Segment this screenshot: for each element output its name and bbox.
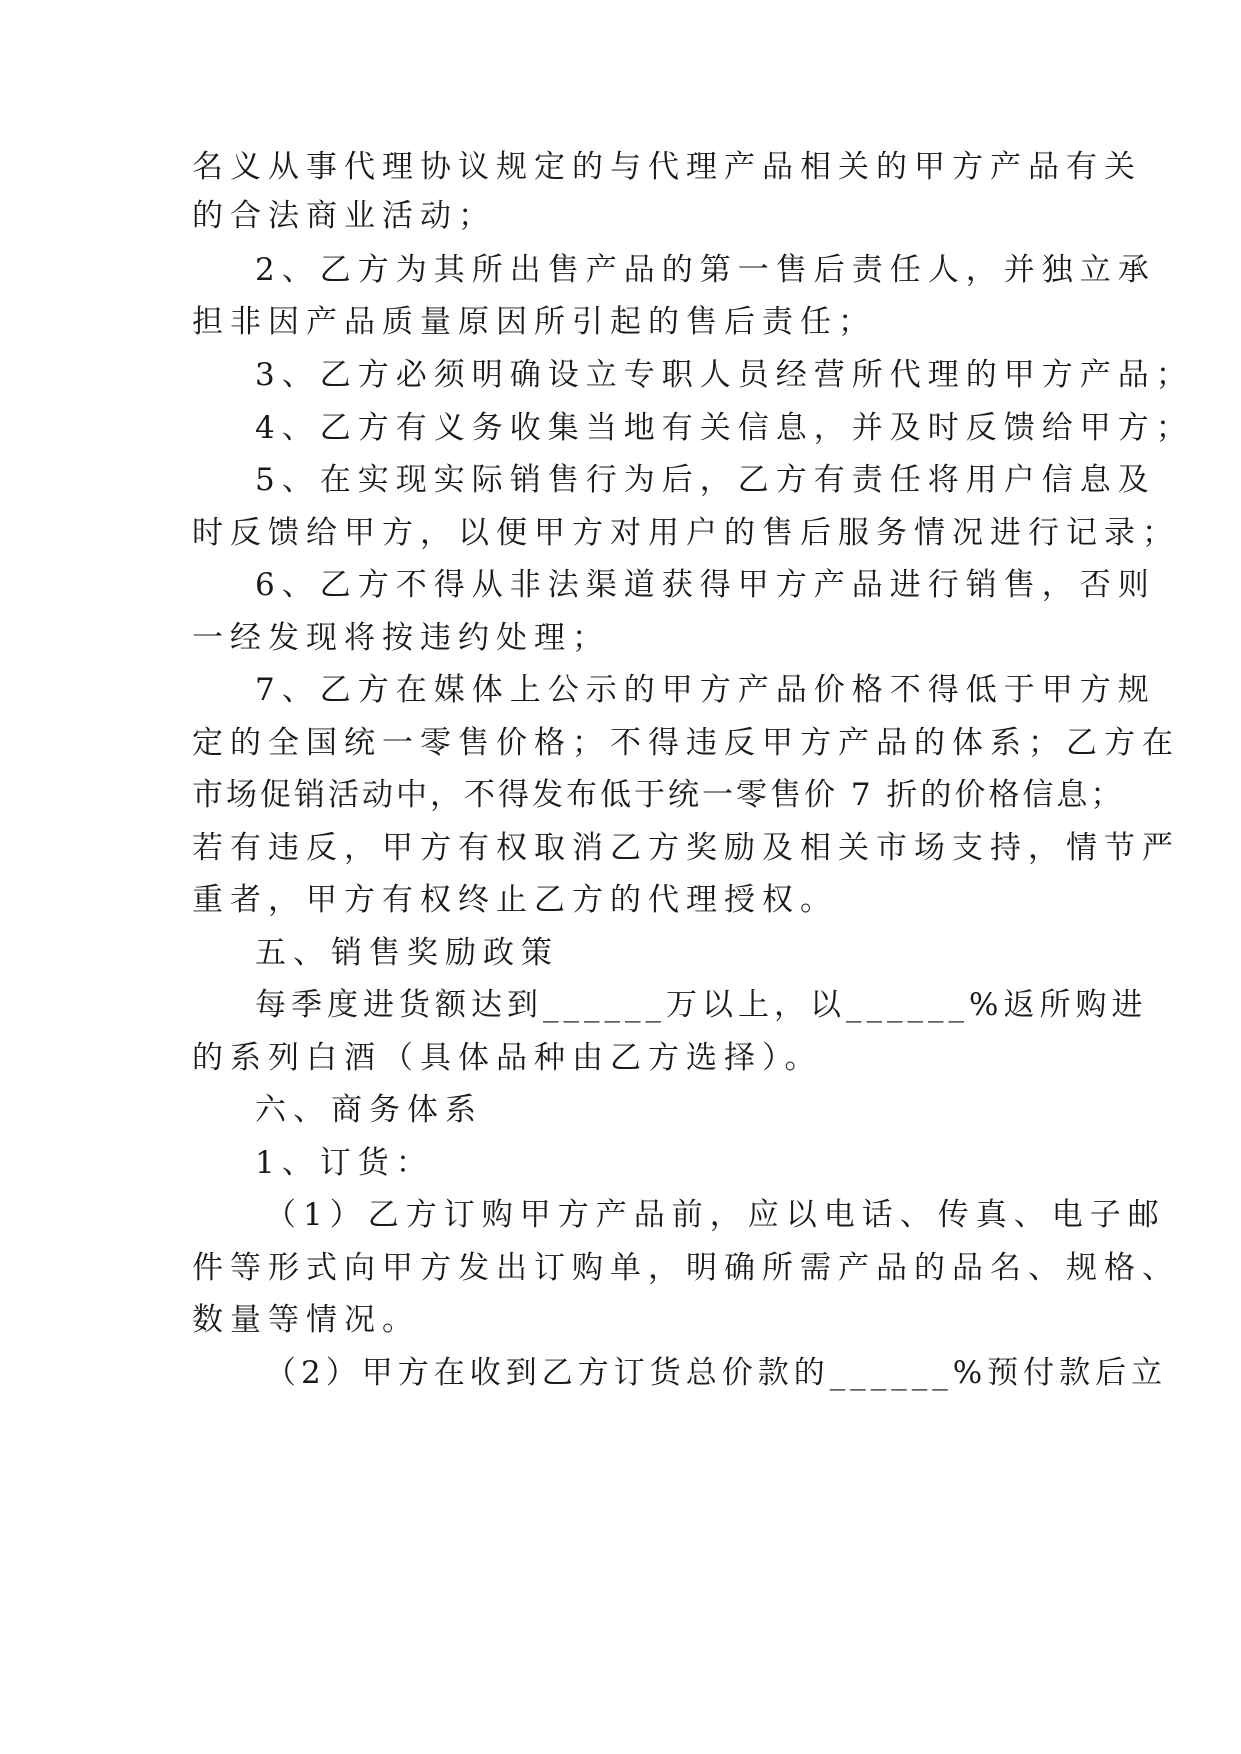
text-line: 市场促销活动中，不得发布低于统一零售价 7 折的价格信息； [192, 777, 1125, 813]
list-item-7: 7、乙方在媒体上公示的甲方产品价格不得低于甲方规 [255, 672, 1156, 708]
text-line: 担非因产品质量原因所引起的售后责任； [192, 304, 876, 340]
subsection-heading-1: 1、订货： [255, 1145, 434, 1181]
list-item-4: 4、乙方有义务收集当地有关信息，并及时反馈给甲方； [255, 410, 1194, 446]
text-line: 定的全国统一零售价格；不得违反甲方产品的体系；乙方在 [192, 725, 1180, 761]
list-item-6: 6、乙方不得从非法渠道获得甲方产品进行销售，否则 [255, 567, 1156, 603]
text-line: 重者，甲方有权终止乙方的代理授权。 [192, 882, 838, 918]
list-item-3: 3、乙方必须明确设立专职人员经营所代理的甲方产品； [255, 357, 1194, 393]
section-heading-5: 五、销售奖励政策 [255, 935, 559, 971]
text-line: 的系列白酒（具体品种由乙方选择）。 [192, 1040, 823, 1076]
text-line: 的合法商业活动； [192, 198, 496, 234]
text-line: 件等形式向甲方发出订购单，明确所需产品的品名、规格、 [192, 1250, 1180, 1286]
text-line: 名义从事代理协议规定的与代理产品相关的甲方产品有关 [192, 149, 1142, 185]
list-item-1-1: （1）乙方订购甲方产品前，应以电话、传真、电子邮 [265, 1197, 1166, 1233]
text-line: 时反馈给甲方，以便甲方对用户的售后服务情况进行记录； [192, 515, 1180, 551]
list-item-1-2: （2）甲方在收到乙方订货总价款的______%预付款后立 [265, 1355, 1168, 1391]
text-line: 若有违反，甲方有权取消乙方奖励及相关市场支持，情节严 [192, 830, 1180, 866]
text-line: 数量等情况。 [192, 1302, 420, 1338]
list-item-5: 5、在实现实际销售行为后，乙方有责任将用户信息及 [255, 462, 1156, 498]
section-heading-6: 六、商务体系 [255, 1092, 483, 1128]
text-line: 一经发现将按违约处理； [192, 620, 610, 656]
list-item-2: 2、乙方为其所出售产品的第一售后责任人，并独立承 [255, 252, 1156, 288]
text-line: 每季度进货额达到______万以上，以______%返所购进 [255, 987, 1148, 1023]
